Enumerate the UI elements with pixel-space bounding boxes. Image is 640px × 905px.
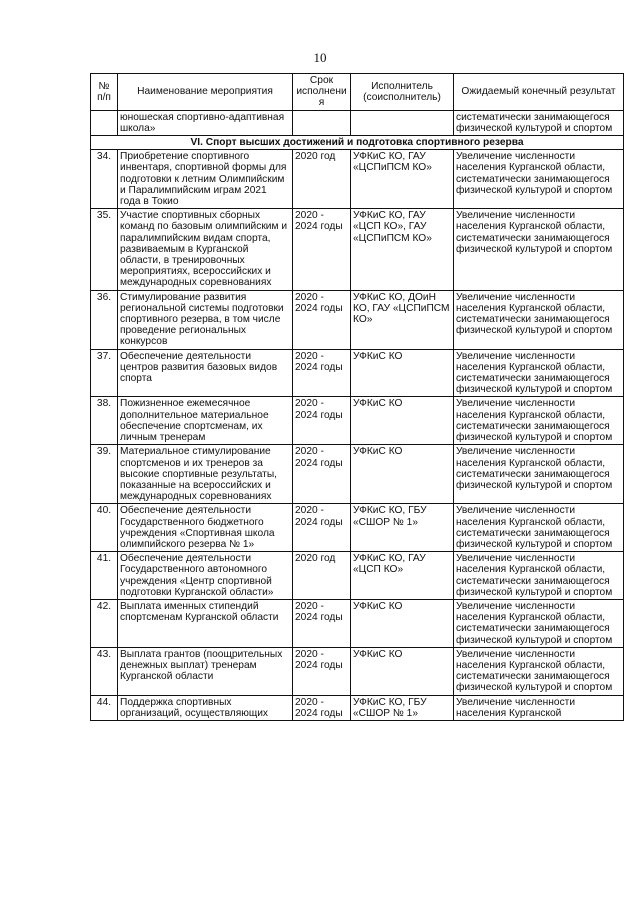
cell-executor: УФКиС КО bbox=[351, 647, 454, 695]
cell-executor: УФКиС КО bbox=[351, 445, 454, 504]
cell-name: Выплата именных стипендий спортсменам Курганской области bbox=[118, 599, 293, 647]
table-row bbox=[91, 445, 624, 504]
cell-term: 2020 - 2024 годы bbox=[293, 397, 351, 445]
cell-term: 2020 - 2024 годы bbox=[293, 349, 351, 397]
cell-num: 35. bbox=[91, 209, 118, 290]
cell-result: Увеличение численности населения Курганской bbox=[454, 695, 624, 720]
measures-table bbox=[90, 73, 624, 721]
cell-executor: УФКиС КО, ГАУ «ЦСП КО», ГАУ «ЦСПиПСМ КО» bbox=[351, 209, 454, 290]
cell-term: 2020 год bbox=[293, 552, 351, 600]
cell-executor: УФКиС КО bbox=[351, 397, 454, 445]
cell-result: Увеличение численности населения Курганской области, систематически занимающегося физической культурой и спортом bbox=[454, 445, 624, 504]
cell-executor bbox=[351, 110, 454, 135]
cell-result: Увеличение численности населения Курганской области, систематически занимающегося физической культурой и спортом bbox=[454, 552, 624, 600]
cell-name: юношеская спортивно-адаптивная школа» bbox=[118, 110, 293, 135]
cell-num: 34. bbox=[91, 150, 118, 209]
cell-num: 37. bbox=[91, 349, 118, 397]
cell-result: Увеличение численности населения Курганской области, систематически занимающегося физической культурой и спортом bbox=[454, 647, 624, 695]
cell-num: 39. bbox=[91, 445, 118, 504]
table-row bbox=[91, 150, 624, 209]
continuation-row bbox=[91, 110, 624, 135]
cell-executor: УФКиС КО, ГБУ «СШОР № 1» bbox=[351, 695, 454, 720]
cell-name: Обеспечение деятельности центров развития базовых видов спорта bbox=[118, 349, 293, 397]
cell-term: 2020 - 2024 годы bbox=[293, 695, 351, 720]
cell-result: Увеличение численности населения Курганской области, систематически занимающегося физической культурой и спортом bbox=[454, 209, 624, 290]
cell-num: 38. bbox=[91, 397, 118, 445]
cell-result: Увеличение численности населения Курганской области, систематически занимающегося физической культурой и спортом bbox=[454, 150, 624, 209]
table-row bbox=[91, 209, 624, 290]
cell-term: 2020 - 2024 годы bbox=[293, 445, 351, 504]
cell-result: систематически занимающегося физической культурой и спортом bbox=[454, 110, 624, 135]
cell-executor: УФКиС КО, ДОиН КО, ГАУ «ЦСПиПСМ КО» bbox=[351, 290, 454, 349]
cell-term: 2020 - 2024 годы bbox=[293, 209, 351, 290]
page-number: 10 bbox=[313, 50, 327, 65]
cell-name: Участие спортивных сборных команд по базовым олимпийским и паралимпийским видам спорта, развиваемым в Курганской области, в тренировочных мероприятиях, всероссийских и международных соревнованиях bbox=[118, 209, 293, 290]
table-row bbox=[91, 695, 624, 720]
cell-num bbox=[91, 110, 118, 135]
cell-num: 40. bbox=[91, 504, 118, 552]
cell-executor: УФКиС КО, ГАУ «ЦСП КО» bbox=[351, 552, 454, 600]
table-row bbox=[91, 290, 624, 349]
table-row bbox=[91, 397, 624, 445]
cell-term: 2020 - 2024 годы bbox=[293, 290, 351, 349]
cell-result: Увеличение численности населения Курганской области, систематически занимающегося физической культурой и спортом bbox=[454, 290, 624, 349]
cell-executor: УФКиС КО, ГАУ «ЦСПиПСМ КО» bbox=[351, 150, 454, 209]
cell-num: 42. bbox=[91, 599, 118, 647]
cell-result: Увеличение численности населения Курганской области, систематически занимающегося физической культурой и спортом bbox=[454, 397, 624, 445]
cell-result: Увеличение численности населения Курганской области, систематически занимающегося физической культурой и спортом bbox=[454, 504, 624, 552]
cell-term: 2020 - 2024 годы bbox=[293, 599, 351, 647]
cell-name: Стимулирование развития региональной системы подготовки спортивного резерва, в том числе проведение региональных конкурсов bbox=[118, 290, 293, 349]
header-result: Ожидаемый конечный результат bbox=[454, 74, 624, 111]
cell-num: 44. bbox=[91, 695, 118, 720]
cell-name: Приобретение спортивного инвентаря, спортивной формы для подготовки к летним Олимпийским и Паралимпийским играм 2021 года в Токио bbox=[118, 150, 293, 209]
cell-term: 2020 год bbox=[293, 150, 351, 209]
cell-term: 2020 - 2024 годы bbox=[293, 504, 351, 552]
cell-name: Пожизненное ежемесячное дополнительное материальное обеспечение спортсменам, их личным тренерам bbox=[118, 397, 293, 445]
header-num: № п/п bbox=[91, 74, 118, 111]
cell-result: Увеличение численности населения Курганской области, систематически занимающегося физической культурой и спортом bbox=[454, 349, 624, 397]
header-name: Наименование мероприятия bbox=[118, 74, 293, 111]
cell-num: 41. bbox=[91, 552, 118, 600]
cell-name: Обеспечение деятельности Государственного автономного учреждения «Центр спортивной подготовки Курганской области» bbox=[118, 552, 293, 600]
cell-executor: УФКиС КО, ГБУ «СШОР № 1» bbox=[351, 504, 454, 552]
table-row bbox=[91, 552, 624, 600]
cell-term bbox=[293, 110, 351, 135]
cell-result: Увеличение численности населения Курганской области, систематически занимающегося физической культурой и спортом bbox=[454, 599, 624, 647]
cell-executor: УФКиС КО bbox=[351, 349, 454, 397]
cell-num: 36. bbox=[91, 290, 118, 349]
cell-name: Поддержка спортивных организаций, осуществляющих bbox=[118, 695, 293, 720]
table-row bbox=[91, 647, 624, 695]
cell-num: 43. bbox=[91, 647, 118, 695]
header-executor: Исполнитель (соисполнитель) bbox=[351, 74, 454, 111]
table-row bbox=[91, 599, 624, 647]
cell-executor: УФКиС КО bbox=[351, 599, 454, 647]
section-title: VI. Спорт высших достижений и подготовка спортивного резерва bbox=[91, 136, 624, 150]
cell-term: 2020 - 2024 годы bbox=[293, 647, 351, 695]
header-term: Срок исполнения bbox=[293, 74, 351, 111]
table-row bbox=[91, 504, 624, 552]
cell-name: Материальное стимулирование спортсменов и их тренеров за высокие спортивные результаты, показанные на всероссийских и международных соревнованиях bbox=[118, 445, 293, 504]
table-header-row bbox=[91, 74, 624, 111]
section-row bbox=[91, 136, 624, 150]
cell-name: Выплата грантов (поощрительных денежных выплат) тренерам Курганской области bbox=[118, 647, 293, 695]
cell-name: Обеспечение деятельности Государственного бюджетного учреждения «Спортивная школа олимпийского резерва № 1» bbox=[118, 504, 293, 552]
table-row bbox=[91, 349, 624, 397]
